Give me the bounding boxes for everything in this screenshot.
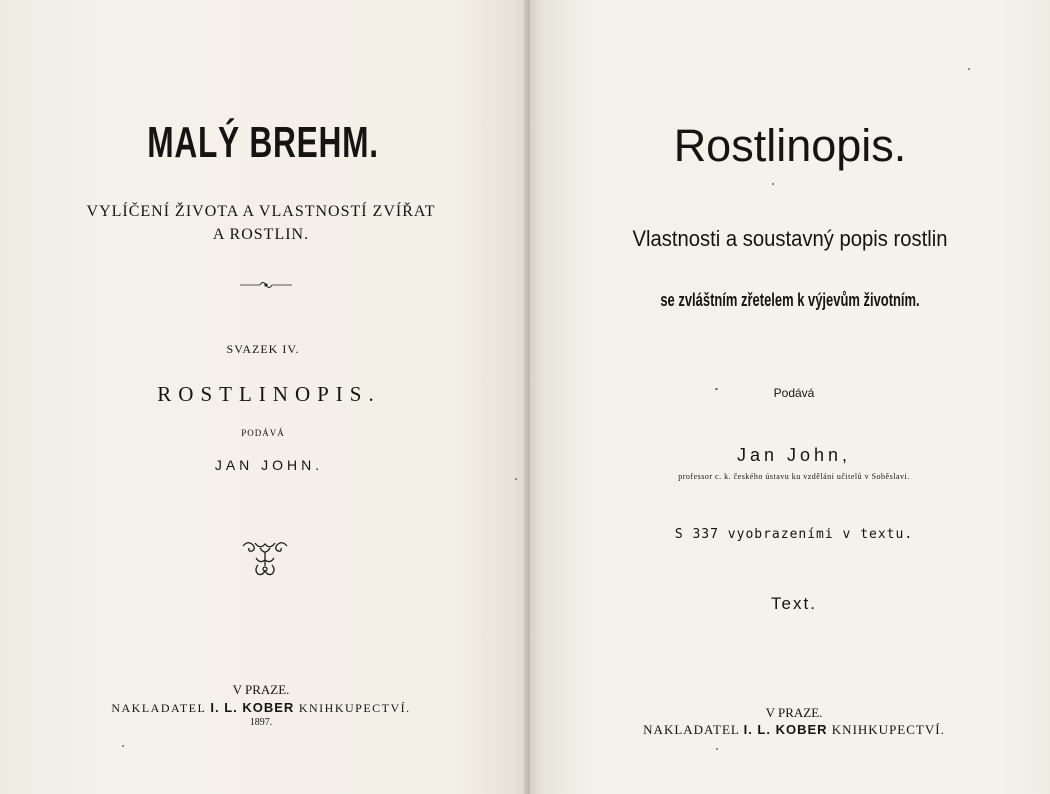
imprint-city: V PRAZE. [765, 705, 823, 720]
paper-speck [968, 68, 970, 70]
presents-label: PODÁVÁ [241, 428, 285, 438]
author-affiliation: professor c. k. českého ústavu ku vzdělání učitelů v Soběslavi. [678, 472, 910, 481]
author-name: Jan John, [736, 445, 852, 465]
dash-ornament-icon [240, 278, 292, 292]
author-name: JAN JOHN. [214, 457, 324, 473]
illustrations-note: S 337 vyobrazeními v textu. [674, 527, 914, 542]
series-title: MALÝ BREHM. [147, 118, 379, 167]
series-subtitle-line-1: VYLÍČENÍ ŽIVOTA A VLASTNOSTÍ ZVÍŘAT [86, 203, 436, 220]
floral-vignette-icon [240, 538, 290, 578]
book-title: ROSTLINOPIS. [157, 382, 381, 406]
paper-speck [772, 183, 774, 185]
imprint-publisher [534, 722, 1050, 738]
imprint-publisher [0, 700, 526, 716]
paper-speck [122, 745, 124, 747]
paper-speck [716, 748, 718, 750]
title-page-tagline: se zvláštním zřetelem k výjevům životním. [660, 290, 920, 310]
imprint-city: V PRAZE. [232, 682, 290, 697]
presents-label: Podává [773, 386, 815, 400]
imprint-year: 1897. [249, 717, 273, 728]
title-page-title: Rostlinopis. [673, 120, 907, 171]
paper-speck [515, 478, 517, 480]
publisher-name: I. L. KOBER [210, 700, 295, 715]
paper-speck [715, 388, 718, 390]
volume-label: SVAZEK IV. [226, 342, 300, 356]
series-subtitle-line-2: A ROSTLIN. [212, 226, 310, 243]
publisher-prefix: NAKLADATEL [111, 701, 206, 715]
publisher-name: I. L. KOBER [743, 722, 828, 737]
right-page [530, 0, 1050, 794]
title-page-subtitle: Vlastnosti a soustavný popis rostlin [632, 226, 948, 251]
publisher-suffix: KNIHKUPECTVÍ. [298, 701, 411, 715]
publisher-prefix: NAKLADATEL [643, 722, 740, 737]
part-label: Text. [771, 594, 817, 613]
publisher-suffix: KNIHKUPECTVÍ. [831, 722, 945, 737]
